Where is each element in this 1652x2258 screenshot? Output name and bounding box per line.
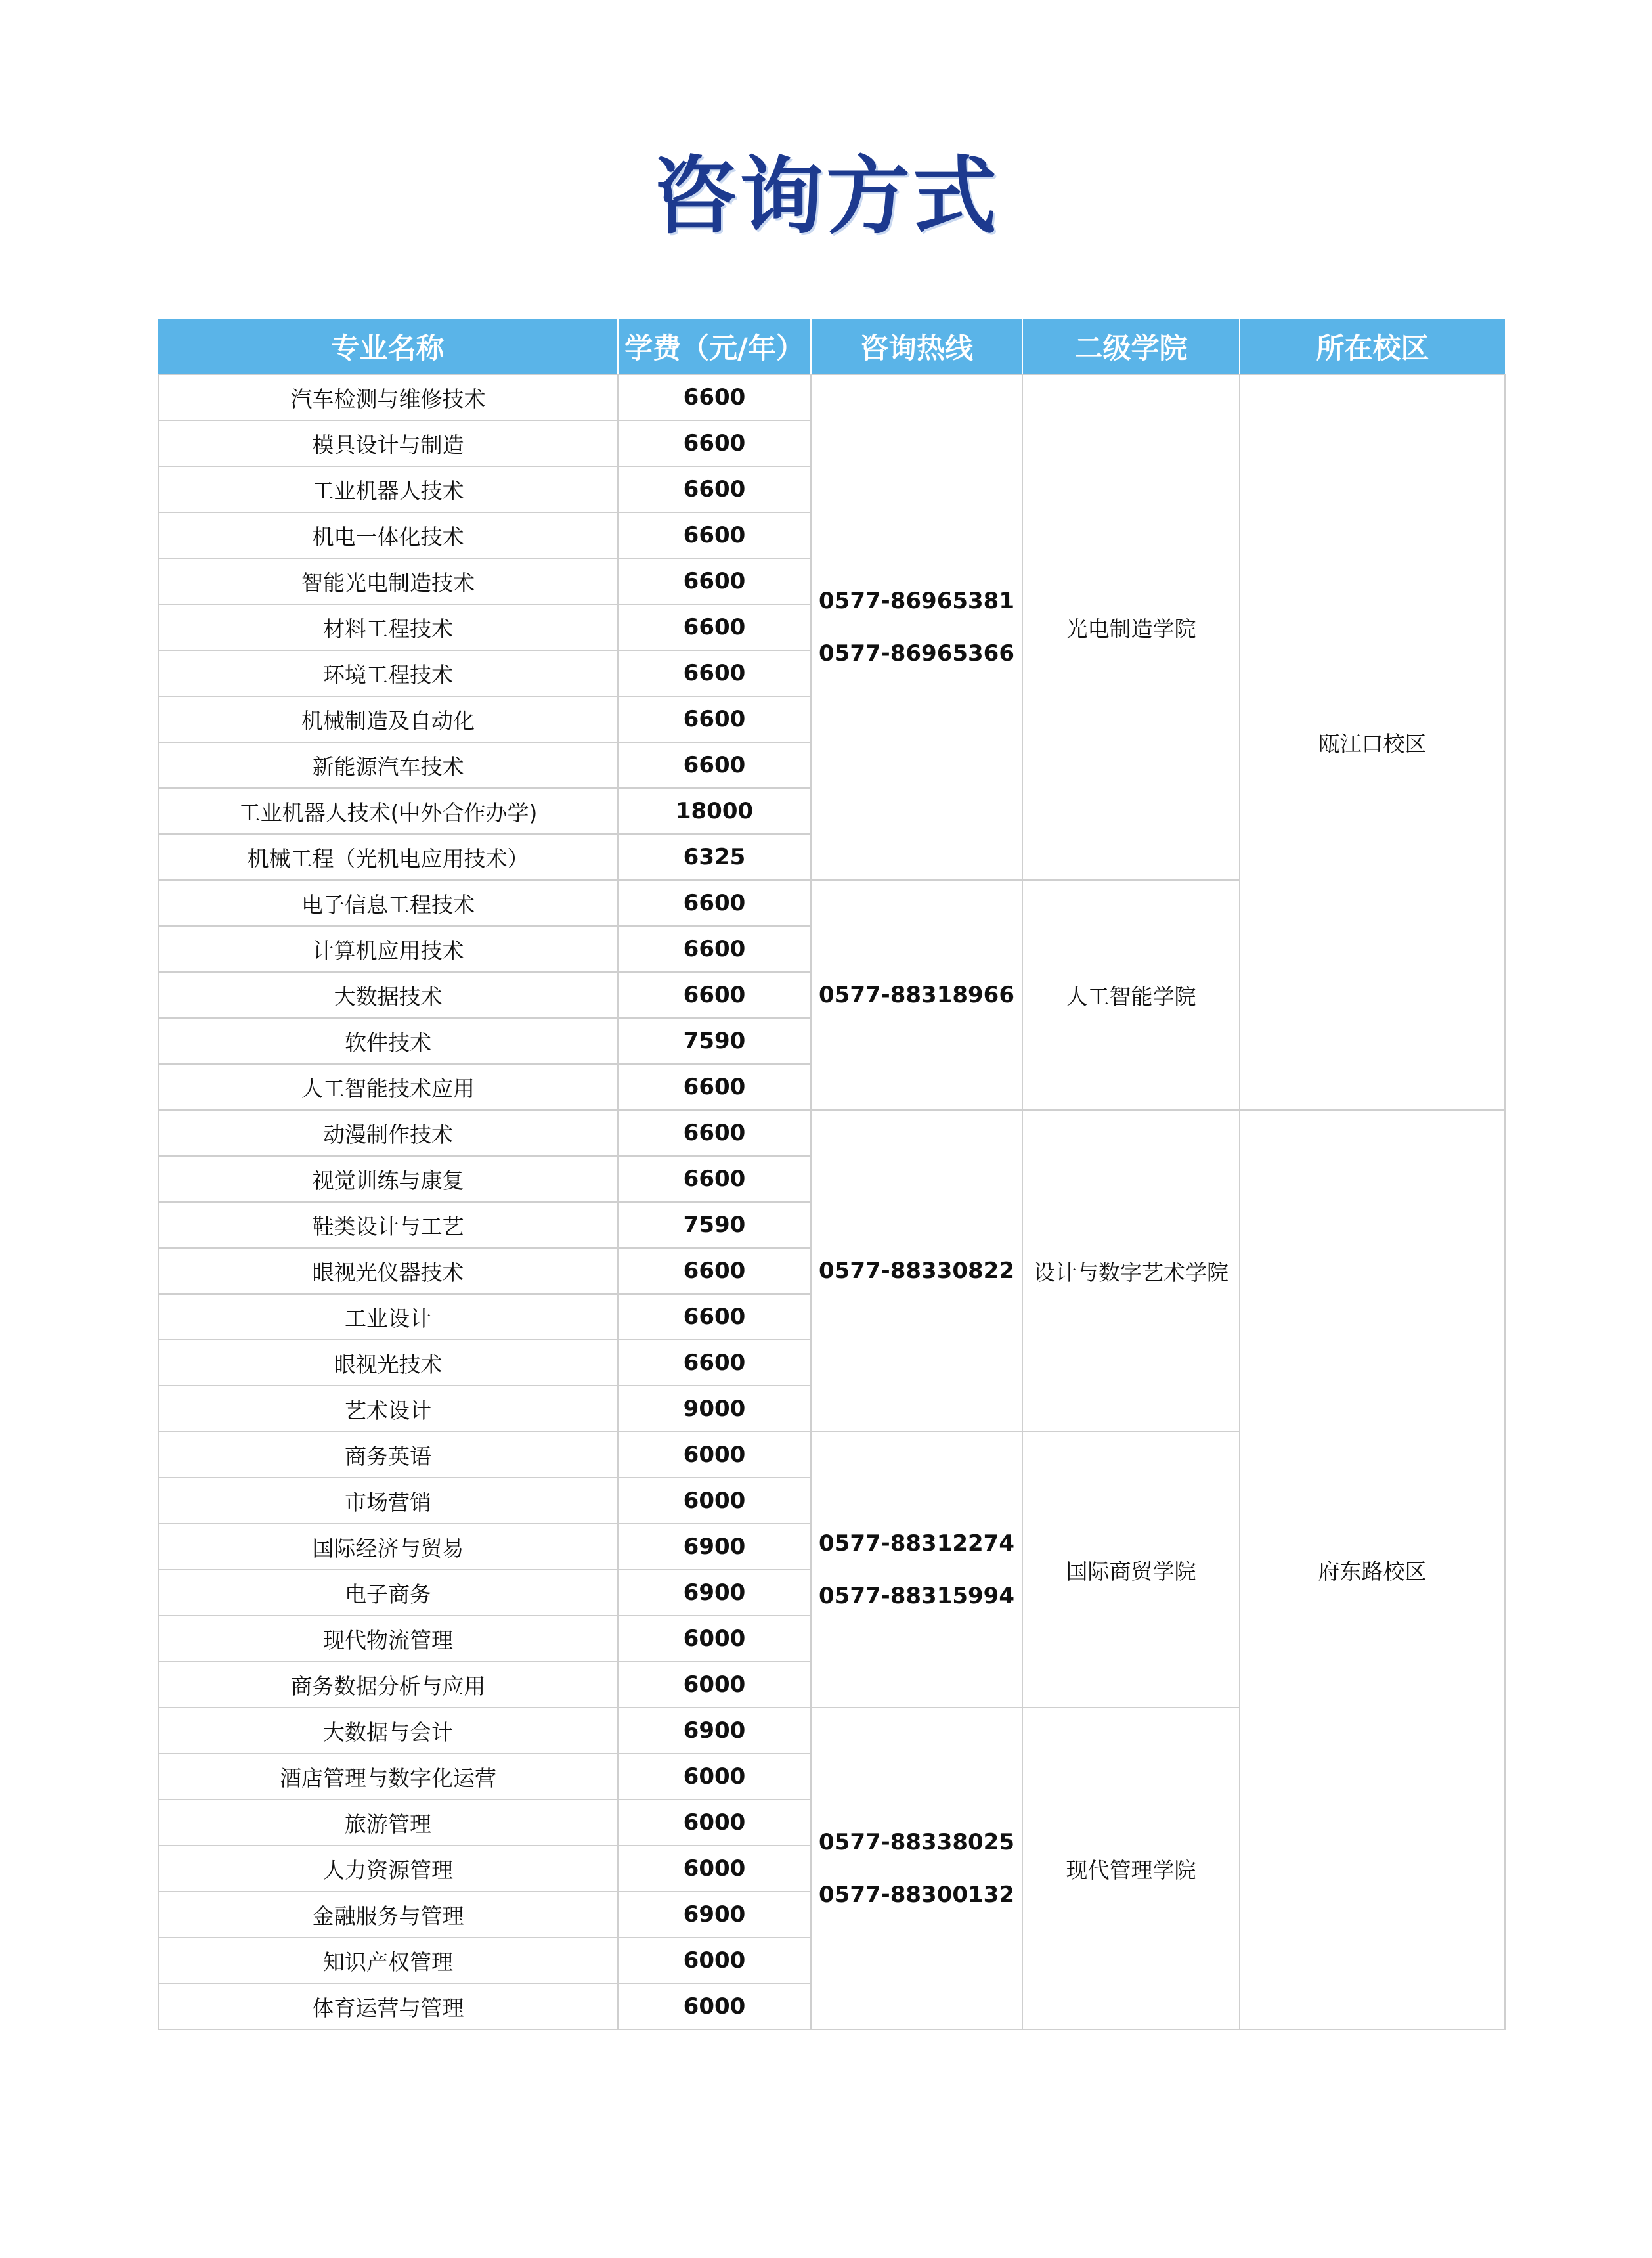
tuition-fee: 6900: [618, 1892, 811, 1937]
tuition-fee: 9000: [618, 1386, 811, 1432]
header-hotline: 咨询热线: [811, 319, 1022, 374]
table-row: [158, 1110, 1505, 1156]
tuition-fee: 6600: [618, 1110, 811, 1156]
hotline-number: 0577-88330822: [819, 1258, 1014, 1284]
tuition-fee: 6600: [618, 512, 811, 558]
major-name: 眼视光技术: [158, 1340, 618, 1386]
major-name: 大数据与会计: [158, 1708, 618, 1754]
major-name: 金融服务与管理: [158, 1892, 618, 1937]
major-name: 酒店管理与数字化运营: [158, 1754, 618, 1800]
tuition-fee: 6000: [618, 1846, 811, 1892]
major-name: 人工智能技术应用: [158, 1064, 618, 1110]
major-name: 国际经济与贸易: [158, 1524, 618, 1570]
major-name: 人力资源管理: [158, 1846, 618, 1892]
tuition-fee: 6000: [618, 1478, 811, 1524]
major-name: 机械工程（光机电应用技术）: [158, 834, 618, 880]
tuition-fee: 7590: [618, 1018, 811, 1064]
tuition-fee: 6600: [618, 1248, 811, 1294]
tuition-fee: 6600: [618, 420, 811, 466]
table-row: [158, 374, 1505, 420]
header-major-name: 专业名称: [158, 319, 618, 374]
major-name: 艺术设计: [158, 1386, 618, 1432]
table-header-row: [158, 319, 1505, 374]
table-body: [158, 374, 1505, 2029]
hotline-number: 0577-88300132: [819, 1882, 1014, 1908]
major-name: 新能源汽车技术: [158, 742, 618, 788]
major-name: 工业机器人技术: [158, 466, 618, 512]
tuition-fee: 6600: [618, 972, 811, 1018]
tuition-fee: 6325: [618, 834, 811, 880]
major-name: 模具设计与制造: [158, 420, 618, 466]
major-name: 材料工程技术: [158, 604, 618, 650]
college-name: 设计与数字艺术学院: [1022, 1110, 1240, 1432]
tuition-fee: 18000: [618, 788, 811, 834]
major-name: 商务英语: [158, 1432, 618, 1478]
college-name: 人工智能学院: [1022, 880, 1240, 1110]
tuition-fee: 7590: [618, 1202, 811, 1248]
tuition-fee: 6600: [618, 880, 811, 926]
major-name: 电子信息工程技术: [158, 880, 618, 926]
tuition-fee: 6000: [618, 1800, 811, 1846]
major-name: 环境工程技术: [158, 650, 618, 696]
major-name: 工业机器人技术(中外合作办学): [158, 788, 618, 834]
major-name: 大数据技术: [158, 972, 618, 1018]
college-name: 现代管理学院: [1022, 1708, 1240, 2029]
majors-table: [158, 319, 1506, 2030]
campus-name: 府东路校区: [1240, 1110, 1505, 2029]
tuition-fee: 6000: [618, 1983, 811, 2029]
major-name: 汽车检测与维修技术: [158, 374, 618, 420]
tuition-fee: 6900: [618, 1708, 811, 1754]
tuition-fee: 6900: [618, 1524, 811, 1570]
hotline-cell: [811, 880, 1022, 1110]
tuition-fee: 6600: [618, 558, 811, 604]
major-name: 智能光电制造技术: [158, 558, 618, 604]
major-name: 体育运营与管理: [158, 1983, 618, 2029]
major-name: 计算机应用技术: [158, 926, 618, 972]
hotline-cell: [811, 374, 1022, 880]
major-name: 机电一体化技术: [158, 512, 618, 558]
hotline-number: 0577-88338025: [819, 1829, 1014, 1855]
college-name: 国际商贸学院: [1022, 1432, 1240, 1708]
tuition-fee: 6600: [618, 926, 811, 972]
college-name: 光电制造学院: [1022, 374, 1240, 880]
major-name: 电子商务: [158, 1570, 618, 1616]
tuition-fee: 6000: [618, 1432, 811, 1478]
header-college: 二级学院: [1022, 319, 1240, 374]
campus-name: 瓯江口校区: [1240, 374, 1505, 1110]
tuition-fee: 6000: [618, 1754, 811, 1800]
major-name: 机械制造及自动化: [158, 696, 618, 742]
major-name: 鞋类设计与工艺: [158, 1202, 618, 1248]
hotline-number: 0577-88318966: [819, 982, 1014, 1008]
major-name: 现代物流管理: [158, 1616, 618, 1662]
header-fee: 学费（元/年）: [618, 319, 811, 374]
tuition-fee: 6900: [618, 1570, 811, 1616]
tuition-fee: 6600: [618, 1294, 811, 1340]
tuition-fee: 6000: [618, 1662, 811, 1708]
hotline-number: 0577-88312274: [819, 1530, 1014, 1557]
tuition-fee: 6600: [618, 696, 811, 742]
tuition-fee: 6600: [618, 374, 811, 420]
hotline-number: 0577-86965366: [819, 640, 1014, 667]
hotline-cell: [811, 1708, 1022, 2029]
tuition-fee: 6600: [618, 466, 811, 512]
major-name: 市场营销: [158, 1478, 618, 1524]
major-name: 视觉训练与康复: [158, 1156, 618, 1202]
major-name: 动漫制作技术: [158, 1110, 618, 1156]
title-area: [0, 148, 1652, 253]
page-title: [653, 148, 999, 246]
tuition-fee: 6600: [618, 650, 811, 696]
major-name: 知识产权管理: [158, 1937, 618, 1983]
tuition-fee: 6600: [618, 1156, 811, 1202]
tuition-fee: 6600: [618, 1340, 811, 1386]
hotline-cell: [811, 1432, 1022, 1708]
tuition-fee: 6600: [618, 742, 811, 788]
major-name: 商务数据分析与应用: [158, 1662, 618, 1708]
major-name: 工业设计: [158, 1294, 618, 1340]
tuition-fee: 6600: [618, 1064, 811, 1110]
major-name: 软件技术: [158, 1018, 618, 1064]
hotline-number: 0577-86965381: [819, 588, 1014, 614]
page-title-text: 咨询方式: [652, 148, 999, 246]
hotline-cell: [811, 1110, 1022, 1432]
major-name: 眼视光仪器技术: [158, 1248, 618, 1294]
header-campus: 所在校区: [1240, 319, 1505, 374]
tuition-fee: 6600: [618, 604, 811, 650]
tuition-fee: 6000: [618, 1937, 811, 1983]
major-name: 旅游管理: [158, 1800, 618, 1846]
tuition-fee: 6000: [618, 1616, 811, 1662]
hotline-number: 0577-88315994: [819, 1583, 1014, 1609]
